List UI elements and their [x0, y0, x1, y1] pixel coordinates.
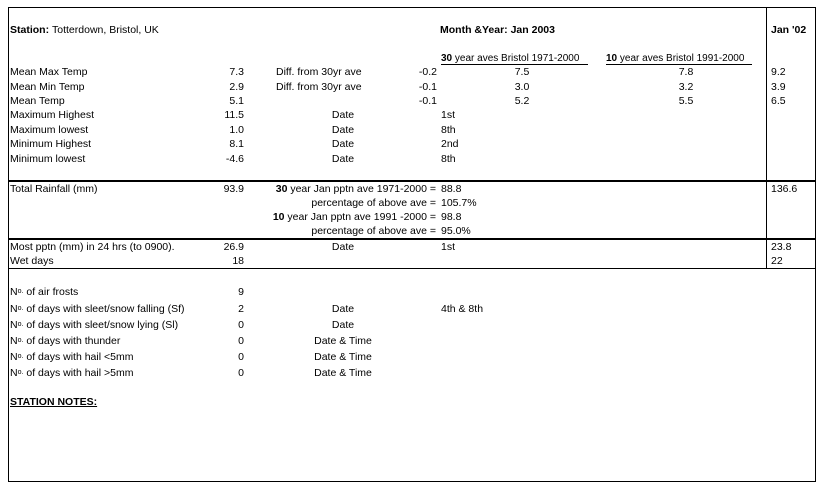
temp-label: Mean Temp	[10, 95, 65, 107]
rainfall-prev: 136.6	[771, 183, 798, 195]
rainfall-divider-top	[8, 180, 816, 182]
count-label: $N^{o.}$ of days with sleet/snow lying (Sl)	[10, 319, 179, 331]
most-pptn-value: 26.9	[223, 241, 244, 253]
extreme-label: Minimum Highest	[10, 138, 92, 150]
count-label: $N^{o.}$ of days with thunder	[10, 335, 121, 347]
border-right	[815, 7, 816, 482]
count-date: 4th & 8th	[441, 303, 484, 315]
most-pptn-prev: 23.8	[771, 241, 792, 253]
month-year: Month &Year: Jan 2003	[440, 24, 555, 36]
ave30-header: 30 year aves Bristol 1971-2000	[441, 53, 580, 64]
temp-label: Mean Min Temp	[10, 81, 85, 93]
date-label: Date	[331, 153, 355, 165]
wet-days-label: Wet days	[10, 255, 54, 267]
most-pptn-label: Most pptn (mm) in 24 hrs (to 0900).	[10, 241, 175, 253]
extreme-label: Minimum lowest	[10, 153, 86, 165]
temp-label: Mean Max Temp	[10, 66, 88, 78]
prev-value: 6.5	[771, 95, 786, 107]
count-label: $N^{o.}$ of air frosts	[10, 286, 79, 298]
extreme-value: 1.0	[229, 124, 244, 136]
most-pptn-date-label: Date	[331, 241, 355, 253]
ave30-value: 3.0	[514, 81, 530, 93]
rainfall-ave30-value: 88.8	[441, 183, 462, 195]
rainfall-pct10-value: 95.0%	[441, 225, 471, 237]
date-label: Date	[331, 138, 355, 150]
border-bottom	[8, 481, 816, 482]
diff-value: -0.1	[418, 95, 437, 107]
diff-label: Diff. from 30yr ave	[276, 66, 362, 78]
ave10-value: 7.8	[678, 66, 694, 78]
extreme-value: 8.1	[229, 138, 244, 150]
pptn-divider-bottom	[8, 268, 816, 269]
ave30-underline	[441, 64, 588, 65]
rainfall-pct30-text: percentage of above ave =	[311, 197, 436, 209]
count-value: 2	[238, 303, 244, 315]
count-label: $N^{o.}$ of days with sleet/snow falling (Sf)	[10, 303, 185, 315]
rainfall-value: 93.9	[223, 183, 244, 195]
temp-value: 5.1	[229, 95, 244, 107]
count-value: 0	[238, 335, 244, 347]
prev-year-divider	[766, 7, 767, 268]
rainfall-ave30-text: 30 year Jan pptn ave 1971-2000 =	[275, 183, 436, 195]
prev-value: 3.9	[771, 81, 786, 93]
most-pptn-date: 1st	[441, 241, 456, 253]
count-value: 0	[238, 319, 244, 331]
rainfall-ave10-text: 10 year Jan pptn ave 1991 -2000 =	[272, 211, 436, 223]
diff-value: -0.1	[418, 81, 437, 93]
temp-value: 2.9	[229, 81, 244, 93]
rainfall-pct30-value: 105.7%	[441, 197, 477, 209]
ave10-underline	[606, 64, 752, 65]
diff-label: Diff. from 30yr ave	[276, 81, 362, 93]
diff-value: -0.2	[418, 66, 437, 78]
count-date-label: Date	[331, 303, 355, 315]
count-value: 0	[238, 367, 244, 379]
ave10-value: 3.2	[678, 81, 694, 93]
date-value: 2nd	[441, 138, 459, 150]
ave30-value: 7.5	[514, 66, 530, 78]
prev-year-header: Jan '02	[771, 24, 807, 36]
rainfall-label: Total Rainfall (mm)	[10, 183, 98, 195]
station-notes-title: STATION NOTES:	[10, 396, 98, 408]
count-date-label: Date & Time	[314, 335, 372, 347]
count-value: 9	[238, 286, 244, 298]
extreme-value: 11.5	[224, 109, 244, 121]
extreme-value: -4.6	[225, 153, 244, 165]
border-top	[8, 7, 816, 8]
count-date-label: Date & Time	[314, 351, 372, 363]
wet-days-prev: 22	[771, 255, 783, 267]
count-value: 0	[238, 351, 244, 363]
ave30-value: 5.2	[514, 95, 530, 107]
date-label: Date	[331, 109, 355, 121]
date-value: 8th	[441, 124, 456, 136]
extreme-label: Maximum lowest	[10, 124, 89, 136]
ave10-value: 5.5	[678, 95, 694, 107]
count-date-label: Date & Time	[314, 367, 372, 379]
station-label: Station: Totterdown, Bristol, UK	[10, 24, 159, 36]
rainfall-divider-bottom	[8, 238, 816, 240]
extreme-label: Maximum Highest	[10, 109, 95, 121]
count-label: $N^{o.}$ of days with hail <5mm	[10, 351, 134, 363]
wet-days-value: 18	[232, 255, 244, 267]
station-value: Totterdown, Bristol, UK	[52, 24, 159, 36]
border-left	[8, 7, 9, 482]
date-value: 8th	[441, 153, 456, 165]
rainfall-ave10-value: 98.8	[441, 211, 462, 223]
temp-value: 7.3	[229, 66, 244, 78]
count-date-label: Date	[331, 319, 355, 331]
date-value: 1st	[441, 109, 456, 121]
rainfall-pct10-text: percentage of above ave =	[311, 225, 436, 237]
prev-value: 9.2	[771, 66, 786, 78]
ave10-header: 10 year aves Bristol 1991-2000	[606, 53, 745, 64]
count-label: $N^{o.}$ of days with hail >5mm	[10, 367, 134, 379]
date-label: Date	[331, 124, 355, 136]
